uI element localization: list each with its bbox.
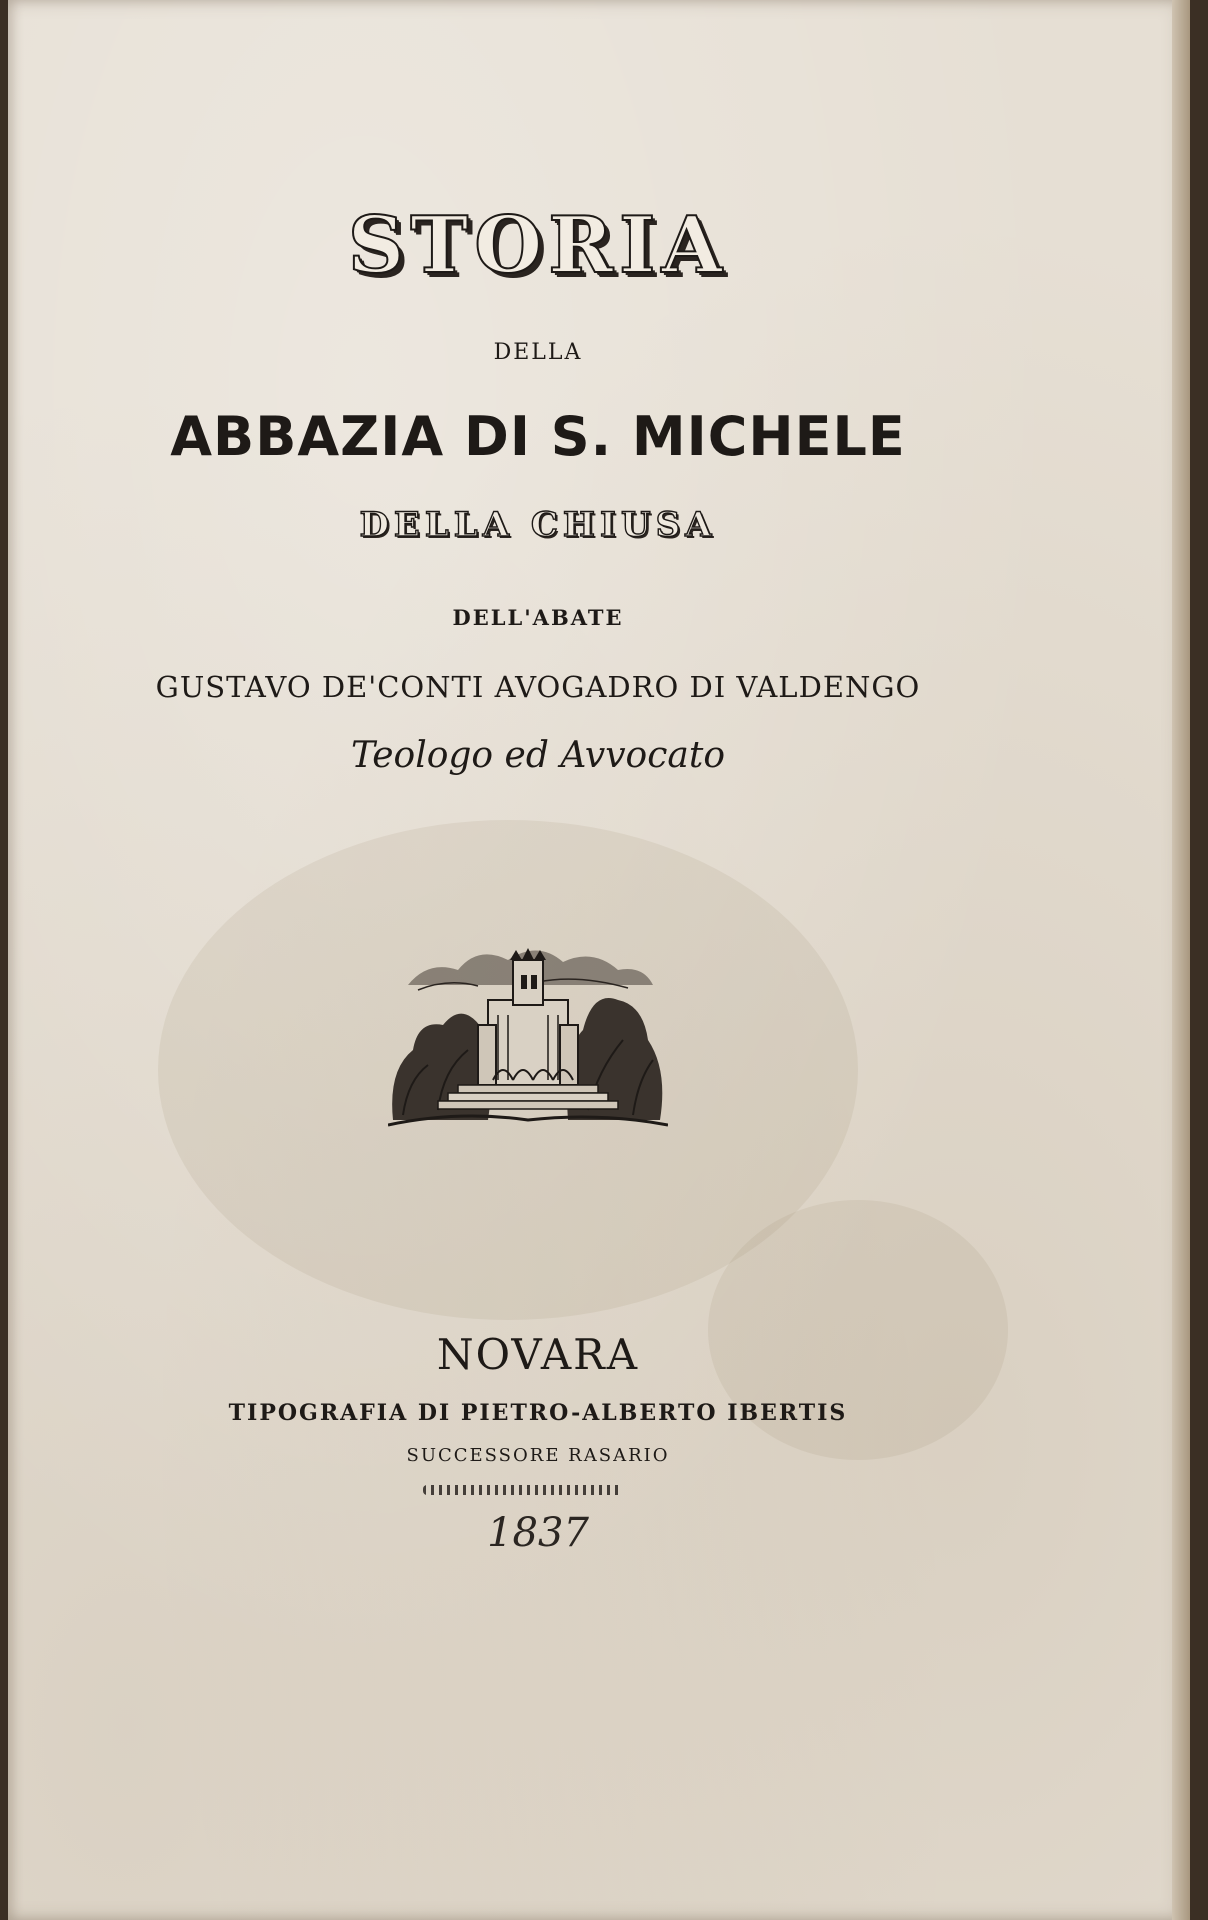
ornamental-rule [423,1485,623,1495]
publication-year: 1837 [487,1510,589,1556]
author-role: Teologo ed Avvocato [351,735,725,776]
publication-city: NOVARA [436,1330,640,1379]
book-title: STORIA [347,200,729,291]
printer-name: TIPOGRAFIA DI PIETRO-ALBERTO IBERTIS [228,1400,848,1426]
page-edge [1172,0,1190,1920]
book-title-page [8,0,1190,1920]
printer-successor: SUCCESSORE RASARIO [406,1445,670,1466]
place-line: DELLA CHIUSA [359,505,717,545]
by-line: DELL'ABATE [452,605,624,630]
subject-line: ABBAZIA DI S. MICHELE [170,405,906,468]
author-name: GUSTAVO DE'CONTI AVOGADRO DI VALDENGO [155,670,921,704]
della-line: DELLA [493,340,583,365]
castle-landscape-engraving-icon [388,930,668,1130]
